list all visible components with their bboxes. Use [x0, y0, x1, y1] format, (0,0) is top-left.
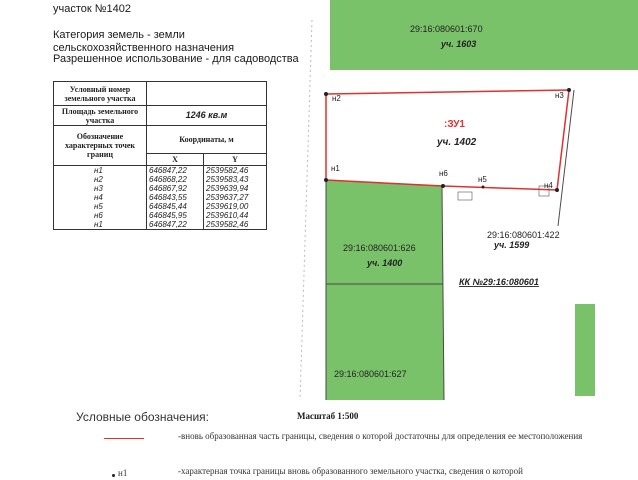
point-n3-label: н3	[555, 91, 564, 100]
parcel-627-id: 29:16:080601:627	[334, 369, 407, 379]
plot-number-line: участок №1402	[53, 3, 132, 15]
cell-p: н4	[54, 193, 147, 202]
cell-p: н3	[54, 184, 147, 193]
road-edge-line	[300, 20, 312, 400]
zu1-id: :ЗУ1	[444, 119, 465, 130]
parcel-670-area	[330, 0, 638, 70]
cell-x: 646847,22	[147, 166, 204, 176]
x-label: X	[147, 154, 204, 166]
parcel-422-name: уч. 1599	[494, 240, 530, 250]
cell-y: 2539583,43	[204, 175, 267, 184]
legend-line-desc: -вновь образованная часть границы, сведения о которой достаточны для определения ее местоположения	[178, 431, 583, 441]
parcel-right-strip	[575, 304, 595, 396]
land-category: Категория земель - земли сельскохозяйственного назначения	[53, 29, 235, 54]
parcel-422-id: 29:16:080601:422	[487, 230, 560, 240]
cell-y: 2539637,27	[204, 193, 267, 202]
y-label: Y	[204, 154, 267, 166]
legend-title: Условные обозначения:	[76, 410, 209, 424]
legend-line-swatch	[104, 438, 144, 439]
cell-x: 646845,44	[147, 202, 204, 211]
point-n5-label: н5	[478, 175, 487, 184]
scale-label: Масштаб 1:500	[297, 411, 359, 421]
parcel-626-id: 29:16:080601:626	[343, 243, 416, 253]
parcel-626-name: уч. 1400	[367, 258, 403, 268]
point-n2-marker	[324, 92, 328, 96]
cell-y: 2539610,44	[204, 211, 267, 220]
point-n1-marker	[324, 178, 328, 182]
point-n6-marker	[441, 184, 445, 188]
cell-x: 646847,22	[147, 220, 204, 230]
points-label: Обозначение характерных точек границ	[54, 126, 147, 166]
num-label: Условный номер земельного участка	[54, 82, 147, 106]
cell-p: н5	[54, 202, 147, 211]
point-n5-marker	[482, 186, 485, 189]
cell-x: 646868,22	[147, 175, 204, 184]
permitted-use: Разрешенное использование - для садоводства	[53, 53, 299, 65]
cell-y: 2539582,46	[204, 166, 267, 176]
point-n4-marker	[555, 188, 559, 192]
cell-x: 646867,92	[147, 184, 204, 193]
legend-point-marker	[112, 474, 115, 477]
legend-point-desc: -характерная точка границы вновь образованного земельного участка, сведения о которой	[178, 466, 523, 476]
parcel-670-id: 29:16:080601:670	[410, 24, 483, 34]
area-label: Площадь земельного участка	[54, 106, 147, 126]
cell-x: 646843,55	[147, 193, 204, 202]
area-value: 1246 кв.м	[147, 106, 267, 126]
cell-x: 646845,95	[147, 211, 204, 220]
point-n2-label: н2	[332, 94, 341, 103]
cadastral-block: КК №29:16:080601	[459, 277, 539, 287]
cell-p: н1	[54, 166, 147, 176]
point-n3-marker	[567, 88, 571, 92]
cell-y: 2539639,94	[204, 184, 267, 193]
cell-p: н6	[54, 211, 147, 220]
coords-label: Координаты, м	[147, 126, 267, 154]
zu1-name: уч. 1402	[437, 137, 477, 148]
parcel-626-area	[326, 180, 444, 400]
cell-p: н1	[54, 220, 147, 230]
parcel-670-name: уч. 1603	[441, 39, 477, 49]
legend-point-label: н1	[118, 468, 128, 478]
cell-p: н2	[54, 175, 147, 184]
point-n4-label: н4	[544, 181, 553, 190]
cell-y: 2539619,00	[204, 202, 267, 211]
point-n1-label: н1	[331, 164, 340, 173]
structure-1	[458, 192, 472, 200]
cell-y: 2539582,46	[204, 220, 267, 230]
point-n6-label: н6	[439, 169, 448, 178]
